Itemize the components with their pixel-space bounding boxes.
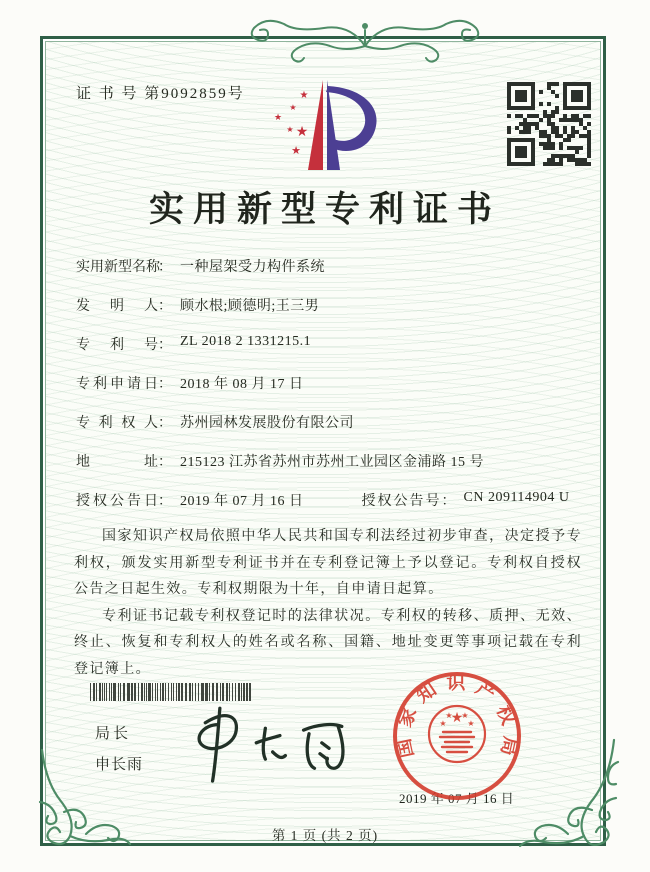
field-colon: ：	[158, 494, 172, 509]
field-colon: ：	[158, 377, 172, 392]
field-row-address	[76, 451, 581, 490]
top-scrollwork-ornament	[246, 12, 484, 68]
svg-text:★: ★	[450, 710, 464, 726]
field-label: 专利号	[76, 338, 158, 353]
field-label: 实用新型名称	[76, 260, 160, 275]
certificate-number: 证 书 号 第9092859号	[76, 86, 245, 102]
field-label: 地址	[76, 455, 158, 470]
field-colon: ：	[158, 299, 172, 314]
svg-text:★: ★	[445, 711, 453, 720]
signer-name: 申长雨	[95, 757, 144, 773]
grant-no-value: CN 209114904 U	[463, 490, 570, 505]
svg-text:★: ★	[286, 125, 294, 134]
field-colon: ：	[441, 494, 456, 509]
page-number: 第 1 页 (共 2 页)	[271, 828, 379, 843]
grant-no-label: 授权公告号	[361, 494, 442, 509]
grant-date-value: 2019 年 07 月 16 日	[180, 494, 304, 509]
field-colon: ：	[158, 455, 172, 470]
svg-text:★: ★	[289, 103, 297, 112]
seal-circular-text: 国家知识产权局	[393, 673, 521, 760]
certificate-title: 实用新型专利证书	[148, 190, 501, 229]
svg-text:★: ★	[461, 711, 469, 720]
legal-paragraph-2: 专利证书记载专利权登记时的法律状况。专利权的转移、质押、无效、终止、恢复和专利权人的姓名或名称、国籍、地址变更等事项记载在专利登记簿上。	[74, 608, 582, 677]
field-value: 2018 年 08 月 17 日	[180, 377, 304, 392]
field-label: 专利申请日	[76, 377, 158, 392]
director-signature	[178, 700, 360, 792]
field-list	[76, 256, 581, 529]
svg-text:★: ★	[273, 113, 283, 123]
logo-p-bowl	[326, 86, 377, 151]
field-row-inventors	[76, 295, 581, 334]
grant-date-label: 授权公告日	[76, 494, 158, 509]
svg-text:★: ★	[291, 144, 301, 157]
field-value: 顾水根;顾德明;王三男	[180, 299, 320, 314]
logo-tower-left	[308, 80, 323, 170]
svg-text:★: ★	[467, 719, 475, 728]
field-colon: ：	[158, 260, 172, 275]
barcode	[88, 683, 254, 701]
field-row-name	[76, 256, 581, 295]
field-value: ZL 2018 2 1331215.1	[180, 334, 312, 349]
legal-text-block	[74, 524, 582, 683]
qr-code	[507, 82, 591, 166]
field-colon: ：	[158, 338, 172, 353]
legal-paragraph-1: 国家知识产权局依照中华人民共和国专利法经过初步审查，决定授予专利权，颁发实用新型专利证书并在专利登记簿上予以登记。专利权自授权公告之日起生效。专利权期限为十年，自申请日起算。	[74, 529, 582, 597]
svg-text:★: ★	[299, 90, 309, 101]
field-colon: ：	[158, 416, 172, 431]
field-row-patent-no	[76, 334, 581, 373]
field-label: 发明人	[76, 299, 158, 314]
logo-stars	[274, 90, 309, 157]
field-value: 苏州园林发展股份有限公司	[180, 416, 354, 431]
svg-text:★: ★	[439, 719, 447, 728]
field-value: 215123 江苏省苏州市苏州工业园区金浦路 15 号	[180, 455, 484, 470]
grant-number-group	[362, 490, 570, 510]
cnipa-logo	[266, 74, 390, 176]
field-row-patentee	[76, 412, 581, 451]
seal-date: 2019 年 07 月 16 日	[399, 791, 515, 806]
field-label: 专利权人	[76, 416, 158, 431]
field-value: 一种屋架受力构件系统	[180, 260, 325, 275]
field-row-filing-date	[76, 373, 581, 412]
svg-text:★: ★	[295, 124, 309, 140]
signer-title: 局长	[95, 726, 132, 742]
